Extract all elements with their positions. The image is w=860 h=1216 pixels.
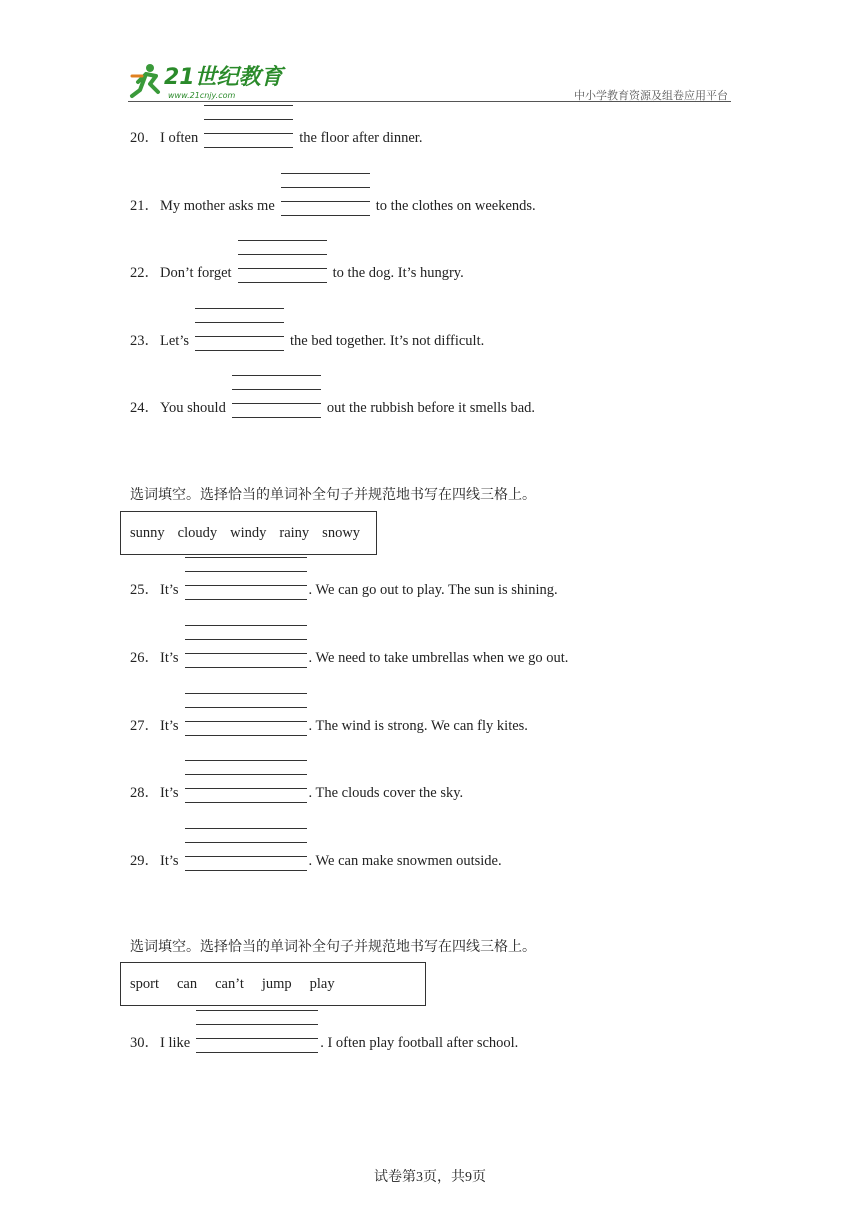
question-text-before: It’s	[160, 785, 179, 801]
page-header	[0, 0, 860, 110]
question-text-after: . The clouds cover the sky.	[308, 785, 464, 801]
question-number: 23．	[130, 333, 159, 349]
logo-text: 21世纪教育	[164, 65, 283, 90]
question-30	[130, 1033, 518, 1053]
four-line-blank[interactable]	[204, 128, 293, 142]
question-number: 24．	[130, 400, 159, 416]
question-24	[130, 398, 535, 418]
question-text-before: I like	[160, 1035, 191, 1051]
word-bank-item: sunny	[130, 524, 165, 541]
question-27	[130, 716, 528, 736]
four-line-blank[interactable]	[196, 1033, 318, 1047]
question-23	[130, 331, 484, 351]
question-number: 29．	[130, 853, 159, 869]
word-bank	[120, 962, 426, 1006]
four-line-blank[interactable]	[195, 331, 284, 345]
four-line-blank[interactable]	[185, 648, 307, 662]
word-bank-item: can	[177, 975, 198, 992]
question-number: 28．	[130, 785, 159, 801]
question-number: 26．	[130, 650, 159, 666]
word-bank-item: jump	[261, 975, 292, 992]
word-bank-item: cloudy	[177, 524, 218, 541]
logo-url: www.21cnjy.com	[168, 91, 236, 100]
question-number: 21．	[130, 198, 159, 214]
question-text-before: It’s	[160, 853, 179, 869]
word-bank-item: sport	[130, 975, 159, 992]
four-line-blank[interactable]	[238, 263, 327, 277]
question-text-before: My mother asks me	[160, 198, 275, 214]
question-22	[130, 263, 464, 283]
question-text-before: I often	[160, 130, 199, 146]
platform-label: 中小学教育资源及组卷应用平台	[574, 89, 728, 102]
question-text-after: . I often play football after school.	[320, 1035, 519, 1051]
question-number: 20．	[130, 130, 159, 146]
question-28	[130, 783, 463, 803]
question-text-before: You should	[160, 400, 226, 416]
question-21	[130, 196, 536, 216]
section-instruction: 选词填空。选择恰当的单词补全句子并规范地书写在四线三格上。	[130, 939, 536, 955]
four-line-blank[interactable]	[185, 783, 307, 797]
header-divider	[128, 101, 731, 102]
question-text-before: Don’t forget	[160, 265, 232, 281]
question-text-after: . We can make snowmen outside.	[308, 853, 502, 869]
section-instruction: 选词填空。选择恰当的单词补全句子并规范地书写在四线三格上。	[130, 487, 536, 503]
question-text-after: to the clothes on weekends.	[375, 198, 536, 214]
question-25	[130, 580, 558, 600]
question-26	[130, 648, 568, 668]
word-bank	[120, 511, 377, 555]
four-line-blank[interactable]	[232, 398, 321, 412]
question-text-before: It’s	[160, 650, 179, 666]
question-text-after: the floor after dinner.	[299, 130, 423, 146]
question-number: 25．	[130, 582, 159, 598]
page-footer: 试卷第3页，共9页	[374, 1170, 486, 1185]
four-line-blank[interactable]	[281, 196, 370, 210]
question-number: 27．	[130, 718, 159, 734]
question-text-after: . We can go out to play. The sun is shining.	[308, 582, 558, 598]
question-20	[130, 128, 422, 148]
question-text-after: . The wind is strong. We can fly kites.	[308, 718, 528, 734]
question-text-before: It’s	[160, 718, 179, 734]
word-bank-item: windy	[230, 524, 267, 541]
question-text-after: to the dog. It’s hungry.	[332, 265, 464, 281]
question-text-before: It’s	[160, 582, 179, 598]
question-text-before: Let’s	[160, 333, 189, 349]
question-text-after: the bed together. It’s not difficult.	[290, 333, 485, 349]
question-number: 30．	[130, 1035, 159, 1051]
question-number: 22．	[130, 265, 159, 281]
word-bank-item: can’t	[215, 975, 244, 992]
logo-21cnjy	[128, 60, 288, 104]
four-line-blank[interactable]	[185, 716, 307, 730]
question-text-after: . We need to take umbrellas when we go out.	[308, 650, 569, 666]
four-line-blank[interactable]	[185, 580, 307, 594]
word-bank-item: snowy	[322, 524, 361, 541]
word-bank-item: play	[309, 975, 335, 992]
question-text-after: out the rubbish before it smells bad.	[326, 400, 536, 416]
four-line-blank[interactable]	[185, 851, 307, 865]
word-bank-item: rainy	[279, 524, 310, 541]
question-29	[130, 851, 502, 871]
